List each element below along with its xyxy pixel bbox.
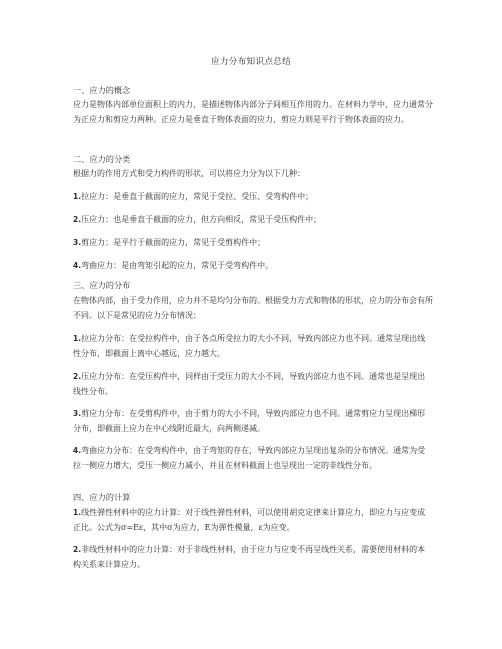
section-heading-distribution: 三、应力的分布: [73, 280, 131, 290]
item-number: 3.: [73, 409, 82, 418]
item-text: 剪应力：是平行于截面的应力，常见于受剪构件中；: [81, 238, 266, 247]
item-number: 3.: [73, 238, 82, 247]
item-text: 压应力：也是垂直于截面的应力，但方向相反，常见于受压构件中；: [81, 215, 322, 224]
item-text: 弯曲应力分布：在受弯构件中，由于弯矩的存在，导致内部应力呈现出复杂的分布情况。通常为受拉一侧应力增大，受压一侧应力减小，并且在材料截面上也呈现出一定的非线性分布。: [73, 446, 426, 470]
item-text: 压应力分布：在受压构件中，同样由于受压力的大小不同，导致内部应力也不同。通常也是呈现出线性分布。: [73, 372, 426, 396]
item-text: 弯曲应力：是由弯矩引起的应力，常见于受弯构件中。: [81, 261, 274, 270]
distribution-item-1: [73, 331, 433, 361]
classification-item-4: [73, 258, 433, 273]
distribution-item-3: [73, 406, 433, 436]
classification-item-1: [73, 189, 433, 204]
section-heading-concept: 一、应力的概念: [73, 85, 131, 95]
item-text: 拉应力分布：在受拉构件中，由于各点所受拉力的大小不同，导致内部应力也不同。通常呈现出线性分布，即截面上离中心越远，应力越大。: [73, 334, 426, 358]
item-number: 1.: [73, 508, 82, 517]
item-number: 1.: [73, 192, 82, 201]
classification-item-2: [73, 212, 433, 227]
item-number: 4.: [73, 446, 82, 455]
item-number: 2.: [73, 545, 82, 554]
item-number: 2.: [73, 372, 82, 381]
item-number: 4.: [73, 261, 82, 270]
document-title: 应力分布知识点总结: [210, 57, 292, 67]
item-text: 线性弹性材料中的应力计算：对于线性弹性材料，可以使用胡克定律来计算应力，即应力与应变成正比。公式为σ=Eε，其中σ为应力，E为弹性模量，ε为应变。: [73, 508, 426, 532]
item-text: 拉应力：是垂直于截面的应力，常见于受拉、受压、受弯构件中；: [81, 192, 314, 201]
item-number: 2.: [73, 215, 82, 224]
item-text: 非线性材料中的应力计算：对于非线性材料，由于应力与应变不再呈线性关系，需要使用材料的本构关系来计算应力。: [73, 545, 426, 569]
distribution-intro: 在物体内部，由于受力作用，应力并不是均匀分布的。根据受力方式和物体的形状，应力的分布会有所不同。以下是常见的应力分布情况：: [73, 296, 433, 320]
classification-item-3: [73, 235, 433, 250]
section-heading-calculation: 四、应力的计算: [73, 492, 131, 502]
calculation-item-1: [73, 505, 433, 535]
calculation-item-2: [73, 542, 433, 572]
item-text: 剪应力分布：在受剪构件中，由于剪力的大小不同，导致内部应力也不同。通常剪应力呈现出梯形分布，即截面上应力在中心线附近最大，向两侧递减。: [73, 409, 426, 433]
distribution-item-2: [73, 369, 433, 399]
classification-intro: 根据力的作用方式和受力构件的形状，可以将应力分为以下几种：: [73, 169, 305, 178]
item-number: 1.: [73, 334, 82, 343]
concept-paragraph: 应力是物体内部单位面积上的内力，是描述物体内部分子间相互作用的力。在材料力学中，应力通常分为正应力和剪应力两种。正应力是垂直于物体表面的应力，剪应力则是平行于物体表面的应力。: [73, 100, 433, 124]
distribution-item-4: [73, 443, 433, 473]
section-heading-classification: 二、应力的分类: [73, 154, 131, 164]
